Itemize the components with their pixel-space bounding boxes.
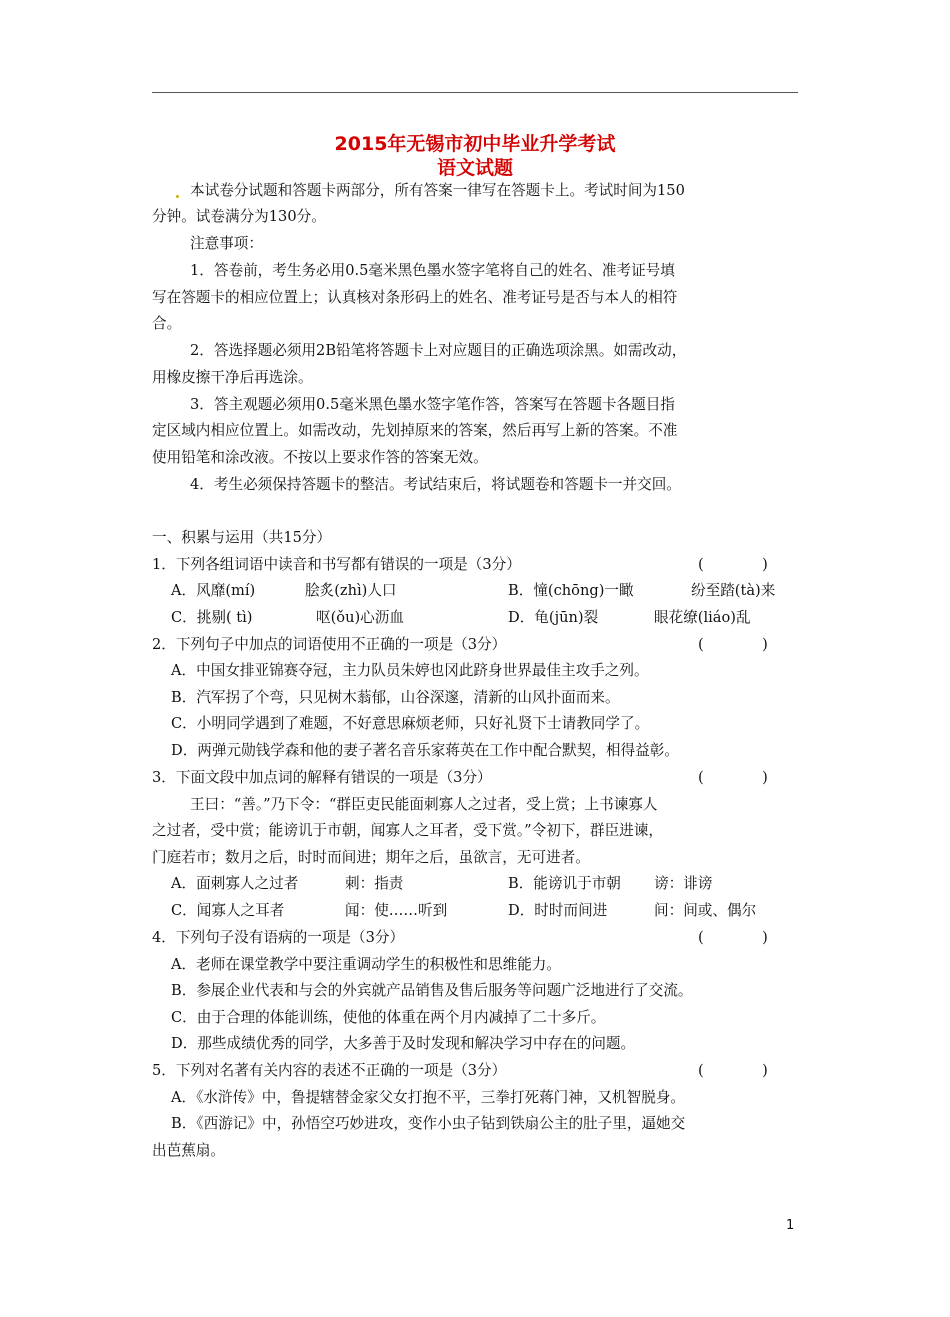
question-stem: 4．下列句子没有语病的一项是（3分） [152, 929, 405, 946]
notice-item: 合。 [152, 315, 182, 332]
option-text: 出芭蕉扇。 [152, 1142, 225, 1159]
passage-line: 门庭若市；数月之后，时时而间进；期年之后，虽欲言，无可进者。 [152, 849, 590, 866]
option-text: A．中国女排亚锦赛夺冠，主力队员朱婷也冈此跻身世界最佳主攻手之列。 [171, 662, 649, 679]
notice-item: 2．答选择题必须用2B铅笔将答题卡上对应题目的正确选项涂黑。如需改动， [190, 342, 687, 359]
option-text: B．参展企业代表和与会的外宾就产品销售及售后服务等问题广泛地进行了交流。 [171, 982, 693, 999]
option-text: 呕(ǒu)心沥血 [316, 609, 404, 626]
option-text: 刺：指责 [345, 875, 404, 892]
option-text: A．风靡(mí) [171, 582, 256, 599]
option-text: 脍炙(zhì)人口 [305, 582, 397, 599]
passage-line: 王曰：“善。”乃下令：“群臣吏民能面刺寡人之过者，受上赏；上书谏寡人 [190, 796, 658, 813]
answer-parentheses: ( ) [698, 929, 768, 946]
option-text: D．那些成绩优秀的同学，大多善于及时发现和解决学习中存在的问题。 [171, 1035, 636, 1052]
option-text: C．挑剔( tì) [171, 609, 253, 626]
intro-line: 本试卷分试题和答题卡两部分，所有答案一律写在答题卡上。考试时间为150 [190, 182, 685, 199]
section-heading: 一、积累与运用（共15分） [152, 529, 332, 546]
option-text: C．由于合理的体能训练，使他的体重在两个月内减掉了二十多斤。 [171, 1009, 606, 1026]
option-text: C．闻寡人之耳者 [171, 902, 285, 919]
option-text: A．面刺寡人之过者 [171, 875, 299, 892]
option-text: A．老师在课堂教学中要注重调动学生的积极性和思维能力。 [171, 956, 561, 973]
option-text: 眼花缭(liáo)乱 [654, 609, 751, 626]
notice-item: 定区域内相应位置上。如需改动，先划掉原来的答案，然后再写上新的答案。不准 [152, 422, 678, 439]
option-text: D．两弹元勋钱学森和他的妻子著名音乐家蒋英在工作中配合默契，相得益彰。 [171, 742, 679, 759]
option-text: 纷至踏(tà)来 [691, 582, 776, 599]
option-text: B．能谤讥于市朝 [508, 875, 621, 892]
exam-title: 2015年无锡市初中毕业升学考试 [334, 133, 616, 155]
answer-parentheses: ( ) [698, 769, 768, 786]
option-text: C．小明同学遇到了难题，不好意思麻烦老师，只好礼贤下士请教同学了。 [171, 715, 650, 732]
answer-parentheses: ( ) [698, 556, 768, 573]
question-stem: 1．下列各组词语中读音和书写都有错误的一项是（3分） [152, 556, 521, 573]
exam-subtitle: 语文试题 [436, 157, 513, 179]
notice-item: 4．考生必须保持答题卡的整洁。考试结束后，将试题卷和答题卡一并交回。 [190, 476, 681, 493]
answer-parentheses: ( ) [698, 1062, 768, 1079]
option-text: 间：间或、偶尔 [654, 902, 757, 919]
answer-parentheses: ( ) [698, 636, 768, 653]
notice-heading: 注意事项： [190, 235, 263, 252]
passage-line: 之过者，受中赏；能谤讥于市朝，闻寡人之耳者，受下赏。”令初下，群臣进谏， [152, 822, 663, 839]
question-stem: 3．下面文段中加点词的解释有错误的一项是（3分） [152, 769, 492, 786]
option-text: B．《西游记》中，孙悟空巧妙进攻，变作小虫子钻到铁扇公主的肚子里，逼她交 [171, 1115, 686, 1132]
intro-line: 分钟。试卷满分为130分。 [152, 208, 326, 225]
option-text: 谤：诽谤 [654, 875, 713, 892]
notice-item: 用橡皮擦干净后再选涂。 [152, 369, 313, 386]
notice-item: 1．答卷前，考生务必用0.5毫米黑色墨水签字笔将自己的姓名、准考证号填 [190, 262, 675, 279]
notice-item: 3．答主观题必须用0.5毫米黑色墨水签字笔作答，答案写在答题卡各题目指 [190, 396, 675, 413]
option-text: D．龟(jūn)裂 [508, 609, 599, 626]
option-text: 闻：使……听到 [345, 902, 448, 919]
option-text: B．汽军拐了个弯，只见树木蓊郁，山谷深邃，清新的山风扑面而来。 [171, 689, 620, 706]
page-number: 1 [786, 1218, 795, 1233]
question-stem: 2．下列句子中加点的词语使用不正确的一项是（3分） [152, 636, 507, 653]
option-text: D．时时而间进 [508, 902, 608, 919]
notice-item: 使用铅笔和涂改液。不按以上要求作答的答案无效。 [152, 449, 488, 466]
option-text: B．憧(chōng)一瞰 [508, 582, 634, 599]
notice-item: 写在答题卡的相应位置上；认真核对条形码上的姓名、准考证号是否与本人的相符 [152, 289, 678, 306]
question-stem: 5．下列对名著有关内容的表述不正确的一项是（3分） [152, 1062, 507, 1079]
header-rule [152, 92, 798, 93]
option-text: A．《水浒传》中，鲁提辖替金家父女打抱不平，三拳打死蒋门神，又机智脱身。 [171, 1089, 686, 1106]
stray-mark [176, 195, 179, 198]
